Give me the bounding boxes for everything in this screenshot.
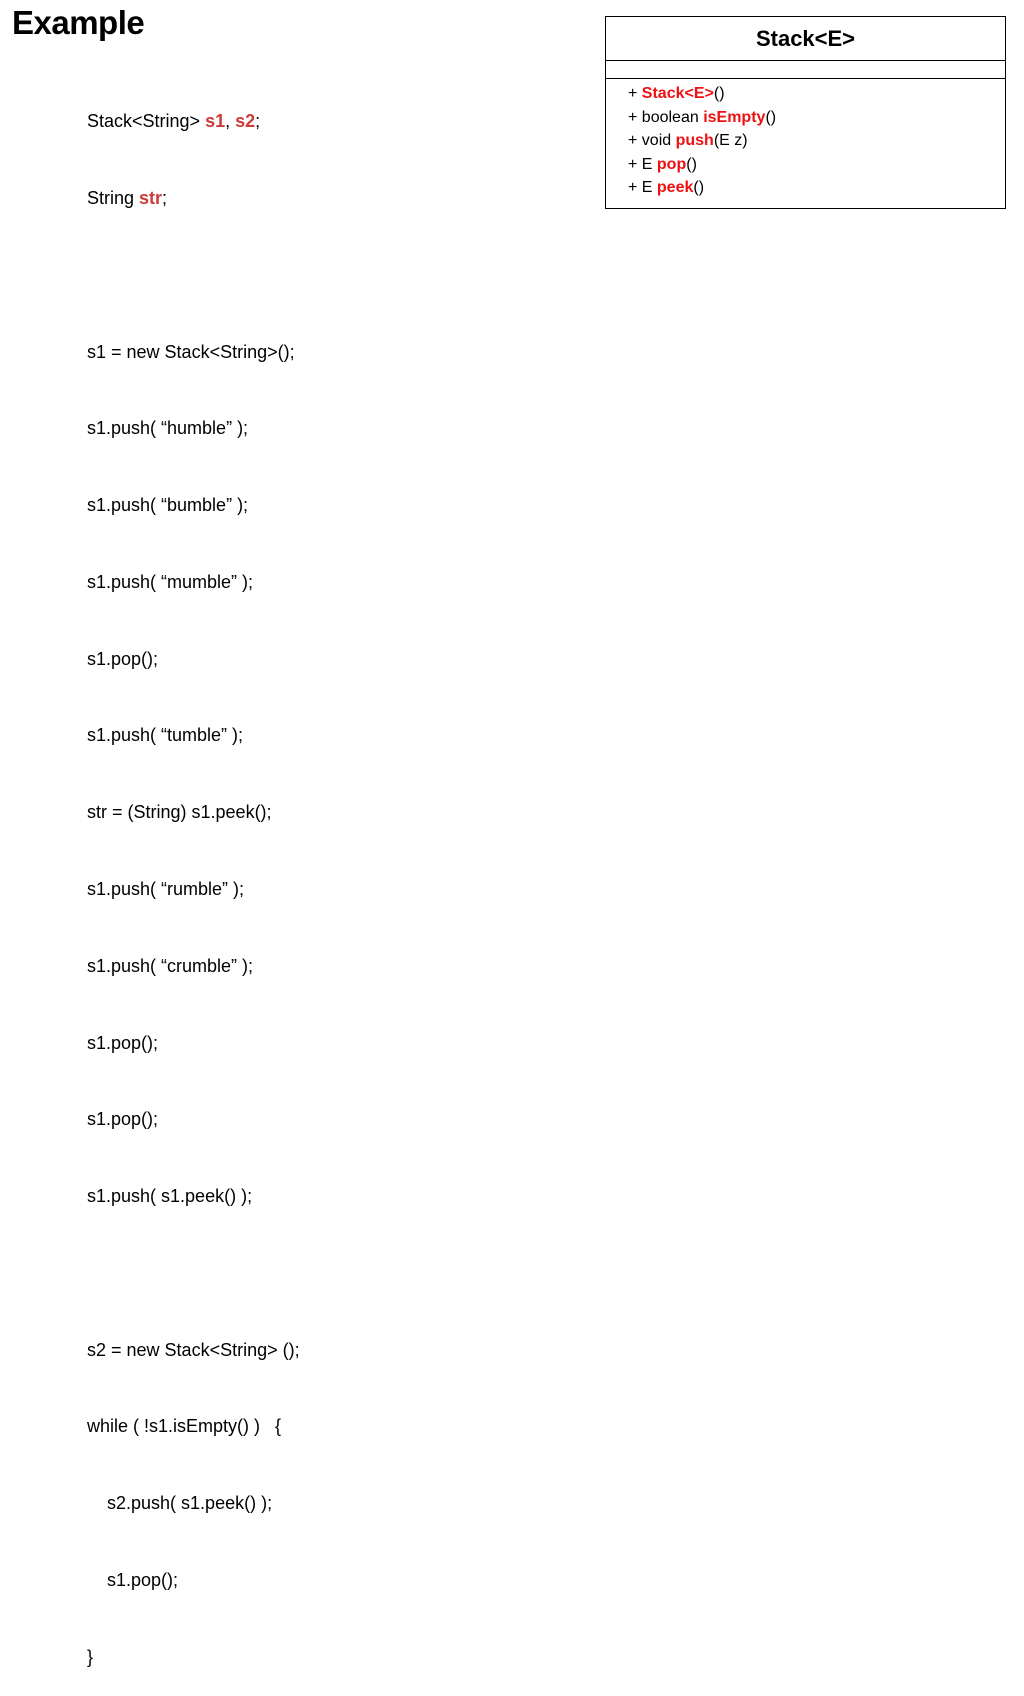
blank-line xyxy=(87,1261,300,1287)
operation-name: Stack<E> xyxy=(641,85,714,102)
blank-line xyxy=(87,263,300,289)
code-line-declaration-stacks xyxy=(87,109,300,135)
uml-operation xyxy=(628,82,1005,106)
operation-name: isEmpty xyxy=(703,108,766,126)
operation-signature: + E xyxy=(628,155,657,173)
code-text: ; xyxy=(255,111,261,132)
code-line: while ( !s1.isEmpty() ) { xyxy=(87,1416,282,1437)
code-line: s1.push( s1.peek() ); xyxy=(87,1186,253,1207)
code-text: , xyxy=(225,111,236,132)
code-line: s1.pop(); xyxy=(87,648,159,669)
operation-params: () xyxy=(713,85,725,102)
code-line: s1.push( “mumble” ); xyxy=(87,571,254,592)
code-line: s2 = new Stack<String> (); xyxy=(87,1339,300,1360)
code-line: s1.push( “humble” ); xyxy=(87,418,249,439)
code-line-declaration-str xyxy=(87,186,300,212)
uml-operation xyxy=(628,153,1005,177)
code-line: s1.push( “crumble” ); xyxy=(87,955,254,976)
operation-signature: + boolean xyxy=(628,108,704,126)
code-line: s1.pop(); xyxy=(87,1570,179,1591)
operation-params: (E z) xyxy=(713,132,748,150)
operation-signature: + E xyxy=(628,179,657,197)
operation-params: () xyxy=(765,108,777,126)
code-line: s2.push( s1.peek() ); xyxy=(87,1493,273,1514)
uml-attributes-section xyxy=(606,61,1005,79)
code-line: s1 = new Stack<String>(); xyxy=(87,341,295,362)
operation-params: () xyxy=(693,179,705,197)
code-line: s1.pop(); xyxy=(87,1032,159,1053)
uml-operation xyxy=(628,176,1005,200)
uml-operation xyxy=(628,106,1005,130)
variable-str: str xyxy=(139,187,163,208)
operation-name: peek xyxy=(656,179,694,197)
code-line: s1.push( “rumble” ); xyxy=(87,879,245,899)
uml-class-name: Stack<E> xyxy=(606,17,1005,61)
code-text: String xyxy=(87,187,140,208)
operation-signature: + xyxy=(628,85,642,102)
code-line: s1.pop(); xyxy=(87,1109,159,1130)
operation-name: pop xyxy=(656,155,687,173)
code-line: s1.push( “tumble” ); xyxy=(87,725,244,746)
variable-s2: s2 xyxy=(235,111,256,132)
operation-name: push xyxy=(675,132,714,150)
code-line: s1.push( “bumble” ); xyxy=(87,495,249,516)
code-text: ; xyxy=(162,187,168,208)
slide-title: Example xyxy=(12,4,145,41)
code-line: } xyxy=(87,1646,94,1667)
operation-signature: + void xyxy=(628,132,676,150)
variable-s1: s1 xyxy=(205,111,226,132)
code-text: Stack<String> xyxy=(87,111,206,132)
operation-params: () xyxy=(686,155,697,173)
uml-class-diagram xyxy=(605,16,1006,209)
code-line: str = (String) s1.peek(); xyxy=(87,802,272,823)
uml-operations-section xyxy=(606,79,1005,200)
uml-operation xyxy=(628,129,1005,153)
code-block xyxy=(87,58,300,1696)
